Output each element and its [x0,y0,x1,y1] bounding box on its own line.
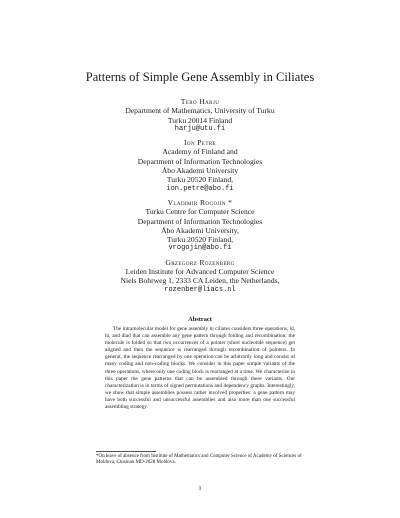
affiliation-line: Department of Mathematics, University of Turku [125,106,275,116]
affiliation-line: Academy of Finland and [162,147,238,157]
affiliation-line: Turku 20520 Finland, [166,235,234,245]
page-number: 1 [198,485,202,492]
affiliation-line: Turku 20520 Finland, [166,175,234,185]
author-block [0,138,400,194]
affiliation-line: Department of Information Technologies [137,156,263,166]
author-email: vrogojin@abo.fi [168,244,232,253]
affiliation-line: Department of Information Technologies [137,216,263,226]
abstract-text: The intramolecular model for gene assembly in ciliates considers three operations, ld, hi, and dlad that can assemble any gene pattern through folding and recombination: the molecule is folded so that two occurrences of a pointer (short nucleotide sequence) get aligned and then the sequence is rearranged through recombination of pointers. In general, the sequence rearranged by one operation can be arbitrarily long and consist of many coding and non-coding blocks. We consider in this paper simple variants of the three operations, where only one coding block is rearranged at a time. We characterize in this paper the gene patterns that can be assembled through these variants. Our characterization is in terms of signed permutations and dependency graphs. Interestingly, we show that simple assemblies possess rather involved properties: a gene pattern may have both successful and unsuccessful assemblies and also more than one successful assembling strategy. [105,326,295,411]
affiliation-line: Turku Centre for Computer Science [145,207,255,217]
affiliation-line: Åbo Akademi University, [161,225,239,235]
affiliation-line: Leiden Institute for Advanced Computer Science [125,267,275,277]
author-email: ion.petre@abo.fi [166,184,234,193]
affiliation-line: Turku 20014 Finland [167,115,233,125]
author-name: Grzegorz Rozenberg [165,257,235,267]
author-block [0,258,400,295]
author-name: Tero Harju [180,97,220,106]
author-email: rozenber@liacs.nl [164,285,236,294]
footnote: *On leave of absence from Institute of Mathematics and Computer Science of Academy of Sciences of Moldova, Chisinau MD-2028 Moldova. [96,454,302,466]
author-name: Vladimir Rogojin * [167,197,233,207]
footnote-divider [96,451,156,452]
author-list [0,97,400,299]
author-email: harju@utu.fi [174,124,226,133]
abstract-heading: Abstract [188,316,212,323]
author-block [0,198,400,254]
author-name: Ion Petre [184,138,216,148]
paper-title: Patterns of Simple Gene Assembly in Ciliates [85,70,315,84]
affiliation-line: Åbo Akademi University [161,166,239,176]
author-block [0,97,400,134]
affiliation-line: Niels Bohrweg 1, 2333 CA Leiden, the Netherlands, [120,276,280,286]
